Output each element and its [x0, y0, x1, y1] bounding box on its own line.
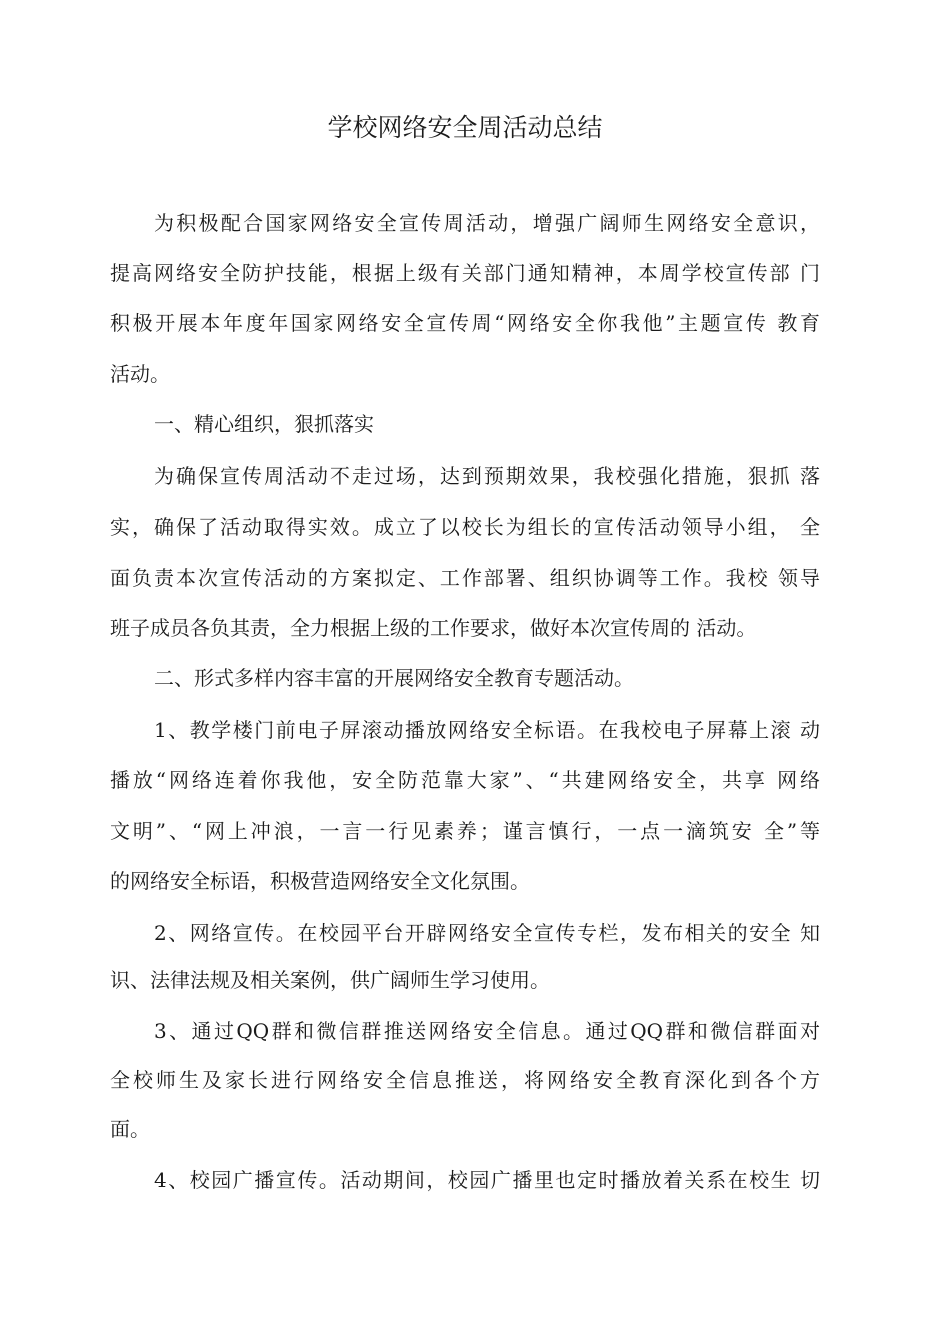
- document-page: [110, 0, 820, 1344]
- paragraph-line: 全校师生及家长进行网络安全信息推送，将网络安全教育深化到各个方: [110, 1068, 820, 1092]
- paragraph-line: 识、法律法规及相关案例，供广阔师生学习使用。: [110, 968, 550, 992]
- paragraph-line: 为确保宣传周活动不走过场，达到预期效果，我校强化措施，狠抓 落: [154, 464, 820, 488]
- paragraph-line: 4、校园广播宣传。活动期间，校园广播里也定时播放着关系在校生 切: [154, 1168, 820, 1192]
- paragraph-line: 积极开展本年度年国家网络安全宣传周“网络安全你我他”主题宣传 教育: [110, 311, 820, 335]
- paragraph-line: 班子成员各负其责，全力根据上级的工作要求，做好本次宣传周的 活动。: [110, 616, 757, 640]
- paragraph-line: 文明”、“网上冲浪，一言一行见素养；谨言慎行，一点一滴筑安 全”等: [110, 819, 820, 843]
- paragraph-line: 实，确保了活动取得实效。成立了以校长为组长的宣传活动领导小组， 全: [110, 515, 820, 539]
- paragraph-line: 提高网络安全防护技能，根据上级有关部门通知精神，本周学校宣传部 门: [110, 261, 820, 285]
- paragraph-line: 播放“网络连着你我他，安全防范靠大家”、“共建网络安全，共享 网络: [110, 768, 820, 792]
- section-heading: 一、精心组织，狠抓落实: [154, 412, 374, 436]
- paragraph-line: 3、通过QQ群和微信群推送网络安全信息。通过QQ群和微信群面对: [154, 1019, 820, 1043]
- section-heading: 二、形式多样内容丰富的开展网络安全教育专题活动。: [154, 666, 634, 690]
- paragraph-line: 活动。: [110, 362, 170, 386]
- document-title: 学校网络安全周活动总结: [327, 113, 603, 142]
- paragraph-line: 2、网络宣传。在校园平台开辟网络安全宣传专栏，发布相关的安全 知: [154, 921, 820, 945]
- paragraph-line: 面负责本次宣传活动的方案拟定、工作部署、组织协调等工作。我校 领导: [110, 566, 820, 590]
- paragraph-line: 为积极配合国家网络安全宣传周活动，增强广阔师生网络安全意识，: [154, 211, 820, 235]
- paragraph-line: 的网络安全标语，积极营造网络安全文化氛围。: [110, 869, 530, 893]
- paragraph-line: 面。: [110, 1117, 150, 1141]
- paragraph-line: 1、教学楼门前电子屏滚动播放网络安全标语。在我校电子屏幕上滚 动: [154, 718, 820, 742]
